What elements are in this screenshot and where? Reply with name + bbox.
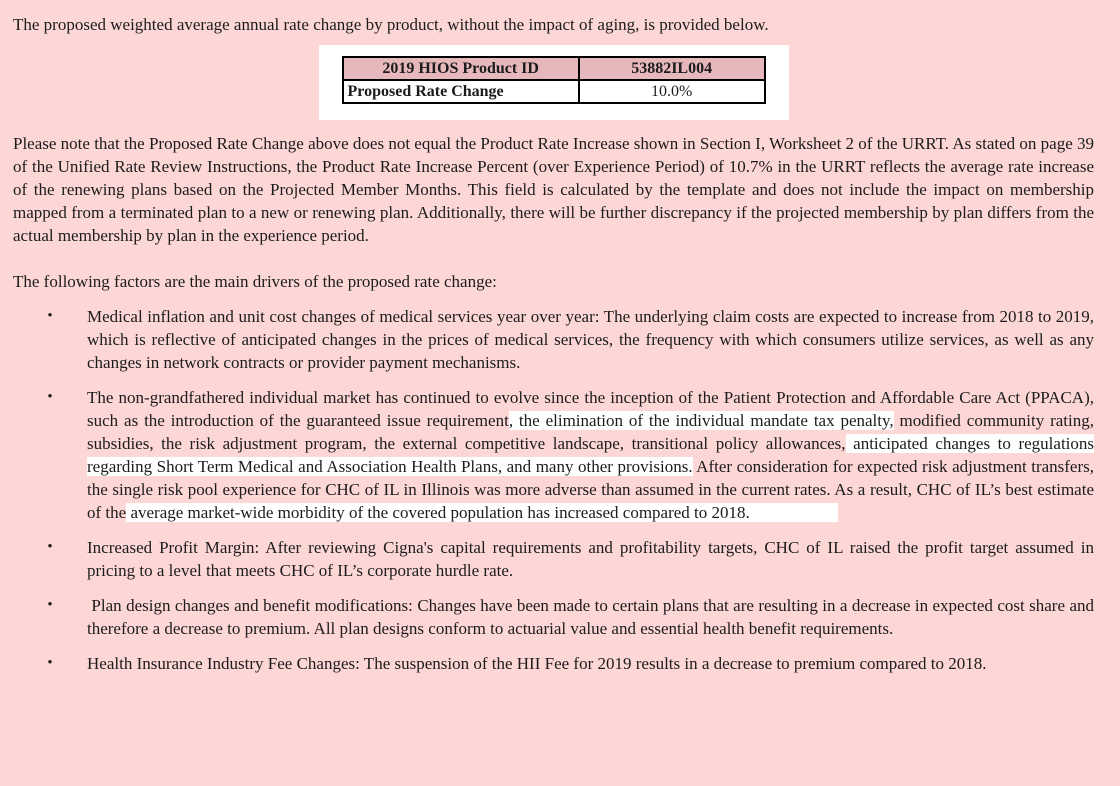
intro-paragraph: The proposed weighted average annual rate change by product, without the impact of aging, is provided below.: [13, 15, 769, 34]
bullet-item-profit-margin: [13, 536, 1094, 582]
bullet-dot-icon: •: [47, 539, 53, 555]
bullet-item-medical-inflation: [13, 305, 1094, 374]
market-evolution-highlight-3: average market-wide morbidity of the covered population has increased compared to 2018.: [126, 503, 838, 522]
row-label-proposed-rate-change: Proposed Rate Change: [343, 80, 579, 103]
table-row: [343, 80, 765, 103]
bullet-text-profit-margin: Increased Profit Margin: After reviewing Cigna's capital requirements and profitability targets, CHC of IL raised the profit target assumed in pricing to a level that meets CHC of IL’s corporate hurdle rate.: [87, 538, 1094, 580]
bullet-dot-icon: •: [47, 597, 53, 613]
market-evolution-plain-2: modified community rating, subsidies, the risk adjustment program, the external competitive landscape, transitional policy allowances,: [87, 411, 1094, 453]
drivers-bullet-list: [13, 305, 1094, 675]
row-value-proposed-rate-change: 10.0%: [579, 80, 765, 103]
rate-table-panel: [319, 45, 789, 120]
header-cell-product-id: 2019 HIOS Product ID: [343, 57, 579, 80]
drivers-heading: The following factors are the main drivers of the proposed rate change:: [13, 272, 497, 291]
rate-change-table: [342, 56, 766, 104]
bullet-item-plan-design: [13, 594, 1094, 640]
market-evolution-highlight-1: , the elimination of the individual mandate tax penalty,: [508, 411, 894, 430]
market-evolution-highlight-2: anticipated changes to regulations regarding Short Term Medical and Association Health Plans, and many other provisions.: [87, 434, 1095, 476]
bullet-dot-icon: •: [47, 655, 53, 671]
bullet-text-medical-inflation: Medical inflation and unit cost changes of medical services year over year: The underlying claim costs are expected to increase from 2018 to 2019, which is reflective of anticipated changes in the prices of medical services, the frequency with which consumers utilize services, as well as any changes in network contracts or provider payment mechanisms.: [87, 307, 1094, 372]
table-header-row: [343, 57, 765, 80]
market-evolution-plain-1: The non-grandfathered individual market has continued to evolve since the inception of the Patient Protection and Affordable Care Act (PPACA), such as the introduction of the guaranteed issue requirement: [87, 388, 1094, 430]
header-cell-product-id-value: 53882IL004: [579, 57, 765, 80]
bullet-dot-icon: •: [47, 389, 53, 405]
market-evolution-plain-3: After consideration for expected risk adjustment transfers, the single risk pool experience for CHC of IL in Illinois was more adverse than assumed in the current rates. As a result, CHC of IL’s best estimate of the: [87, 457, 1094, 522]
bullet-dot-icon: •: [47, 308, 53, 324]
bullet-item-market-evolution: [13, 386, 1094, 524]
urrt-paragraph: Please note that the Proposed Rate Change above does not equal the Product Rate Increase shown in Section I, Worksheet 2 of the URRT. As stated on page 39 of the Unified Rate Review Instructions, the Product Rate Increase Percent (over Experience Period) of 10.7% in the URRT reflects the average rate increase of the renewing plans based on the Projected Member Months. This field is calculated by the template and does not include the impact on membership mapped from a terminated plan to a new or renewing plan. Additionally, there will be further discrepancy if the projected membership by plan differs from the actual membership by plan in the experience period.: [13, 134, 1094, 245]
bullet-text-hii-fee: Health Insurance Industry Fee Changes: The suspension of the HII Fee for 2019 results in a decrease to premium compared to 2018.: [87, 654, 987, 673]
bullet-item-hii-fee: [13, 652, 1094, 675]
bullet-text-plan-design: Plan design changes and benefit modifications: Changes have been made to certain plans that are resulting in a decrease in expected cost share and therefore a decrease to premium. All plan designs conform to actuarial value and essential health benefit requirements.: [87, 596, 1094, 638]
bullet-text-market-evolution: [87, 386, 1094, 524]
